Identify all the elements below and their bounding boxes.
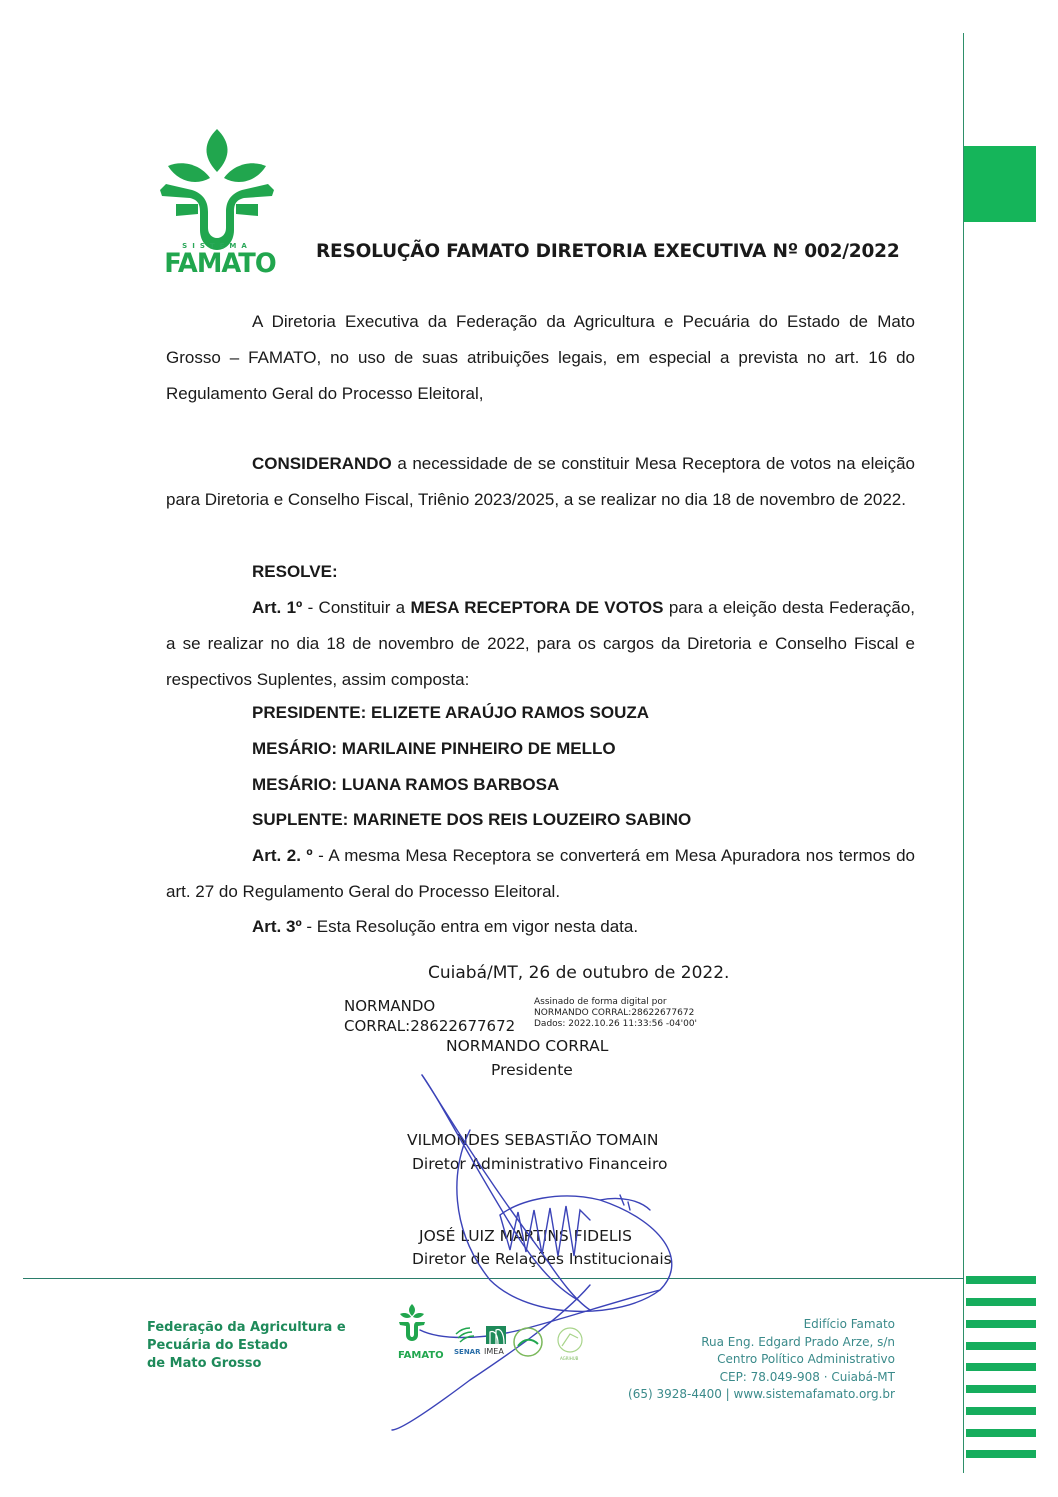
aviva-logo-icon [514, 1328, 542, 1356]
art1-label: Art. 1º [252, 598, 303, 617]
article-2 [166, 838, 915, 910]
signer-role: Diretor de Relações Institucionais [412, 1250, 672, 1268]
intro-text: A Diretoria Executiva da Federação da Agricultura e Pecuária do Estado de Mato Grosso – FAMATO, no uso de suas atribuições legais, em especial a prevista no art. 16 do Regulamento Geral do Processo Eleitoral, [166, 312, 915, 403]
stripe [966, 1429, 1036, 1437]
art1-text-cont: para a eleição desta Federação, a se realizar no dia 18 de novembro de 2022, para os cargos da Diretoria e Conselho Fiscal e respectivos Suplentes, assim composta: [166, 598, 916, 689]
considerando-text: a necessidade de se constituir Mesa Receptora de votos na eleição para Diretoria e Conselho Fiscal, Triênio 2023/2025, a se realizar no dia 18 de novembro de 2022. [166, 454, 915, 509]
signer-name: VILMONDES SEBASTIÃO TOMAIN [407, 1131, 659, 1149]
digital-info-line2: NORMANDO CORRAL:28622677672 [534, 1008, 695, 1018]
svg-text:AGRIHUB: AGRIHUB [560, 1356, 579, 1361]
art1-bold: MESA RECEPTORA DE VOTOS [410, 598, 664, 617]
green-header-block [964, 146, 1036, 222]
member-mesario-2: MESÁRIO: LUANA RAMOS BARBOSA [252, 775, 560, 794]
member-mesario-1: MESÁRIO: MARILAINE PINHEIRO DE MELLO [252, 739, 616, 758]
member-suplente: SUPLENTE: MARINETE DOS REIS LOUZEIRO SABINO [252, 810, 692, 829]
org-line: Pecuária do Estado [147, 1338, 288, 1353]
art2-text: - A mesma Mesa Receptora se converterá em Mesa Apuradora nos termos do art. 27 do Regulamento Geral do Processo Eleitoral. [166, 846, 915, 901]
considerando-label: CONSIDERANDO [252, 454, 392, 473]
digital-info-line1: Assinado de forma digital por [534, 997, 667, 1007]
svg-text:IMEA: IMEA [484, 1347, 504, 1356]
art2-label: Art. 2. º [252, 846, 313, 865]
footer-address [628, 1316, 895, 1404]
footer-famato-logo-icon [398, 1304, 444, 1361]
stripe [966, 1342, 1036, 1350]
footer-famato-text: FAMATO [398, 1350, 444, 1361]
resolve-label: RESOLVE: [252, 562, 338, 581]
address-line: Centro Político Administrativo [717, 1352, 895, 1366]
imea-logo-icon [484, 1326, 506, 1356]
art1-text: - Constituir a [302, 598, 411, 617]
logo-brand-text: FAMATO [164, 248, 276, 279]
address-line: Rua Eng. Edgard Prado Arze, s/n [701, 1334, 895, 1349]
art3-label: Art. 3º [252, 917, 302, 936]
stripe [966, 1407, 1036, 1415]
contact-line: (65) 3928-4400 | www.sistemafamato.org.br [628, 1387, 895, 1401]
org-line: Federação da Agricultura e [147, 1320, 346, 1335]
address-line: Edifício Famato [803, 1317, 895, 1331]
senar-logo-icon [454, 1328, 481, 1356]
document-title: RESOLUÇÃO FAMATO DIRETORIA EXECUTIVA Nº 002/2022 [316, 241, 900, 262]
signer-name: NORMANDO CORRAL [446, 1037, 609, 1055]
place-date: Cuiabá/MT, 26 de outubro de 2022. [428, 963, 730, 983]
right-border-line [963, 33, 964, 1473]
footer-divider-line [23, 1278, 964, 1279]
stripe [966, 1276, 1036, 1284]
stripe [966, 1298, 1036, 1306]
signer-name: JOSÉ LUIZ MARTINS FIDELIS [419, 1227, 632, 1245]
member-president: PRESIDENTE: ELIZETE ARAÚJO RAMOS SOUZA [252, 703, 650, 722]
stripe [966, 1320, 1036, 1328]
logo-sistema-text: SISTEMA [182, 242, 252, 250]
stripe [966, 1385, 1036, 1393]
article-1 [166, 590, 915, 698]
agrihub-logo-icon [558, 1328, 582, 1361]
digital-signature-name [344, 996, 515, 1036]
org-line: de Mato Grosso [147, 1356, 262, 1371]
address-line: CEP: 78.049-908 · Cuiabá-MT [719, 1369, 895, 1384]
stripe [966, 1450, 1036, 1458]
signer-role: Diretor Administrativo Financeiro [412, 1155, 668, 1173]
considerando-paragraph [166, 446, 915, 518]
digital-info-line3: Dados: 2022.10.26 11:33:56 -04'00' [534, 1019, 698, 1029]
digital-signature-info [534, 997, 697, 1030]
intro-paragraph [166, 304, 915, 412]
digital-name-line1: NORMANDO [344, 997, 436, 1015]
digital-name-line2: CORRAL:28622677672 [344, 1017, 516, 1035]
stripe [966, 1363, 1036, 1371]
footer-organization [147, 1319, 346, 1373]
svg-text:SENAR: SENAR [454, 1348, 481, 1356]
partner-logos [398, 1302, 588, 1362]
art3-text: - Esta Resolução entra em vigor nesta data. [301, 917, 639, 936]
article-3 [252, 917, 638, 937]
signer-role: Presidente [491, 1061, 573, 1079]
